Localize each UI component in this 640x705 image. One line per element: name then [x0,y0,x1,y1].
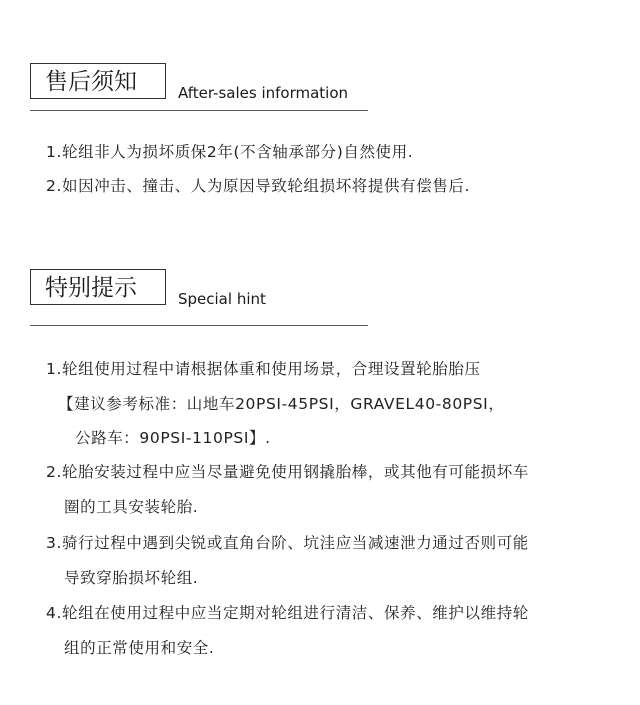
aftersales-divider [30,110,368,111]
hint-line-6: 3.骑行过程中遇到尖锐或直角台阶、坑洼应当减速泄力通过否则可能 [46,534,529,552]
hint-title-box [30,269,166,305]
aftersales-title-box [30,63,166,99]
aftersales-item-2: 2.如因冲击、撞击、人为原因导致轮组损坏将提供有偿售后. [46,177,471,195]
hint-line-5: 圈的工具安装轮胎. [64,498,199,516]
hint-line-8: 4.轮组在使用过程中应当定期对轮组进行清洁、保养、维护以维持轮 [46,604,529,622]
aftersales-subtitle: After-sales information [178,84,349,102]
aftersales-title: 售后须知 [45,69,137,95]
hint-subtitle: Special hint [178,290,266,308]
hint-divider [30,325,368,326]
hint-title: 特别提示 [45,275,137,301]
hint-line-9: 组的正常使用和安全. [64,639,215,657]
hint-line-1: 1.轮组使用过程中请根据体重和使用场景，合理设置轮胎胎压 [46,360,481,378]
hint-line-7: 导致穿胎损坏轮组. [64,569,199,587]
hint-line-4: 2.轮胎安装过程中应当尽量避免使用钢撬胎棒，或其他有可能损坏车 [46,463,529,481]
hint-line-3: 公路车：90PSI-110PSI】. [75,429,271,447]
aftersales-item-1: 1.轮组非人为损坏质保2年(不含轴承部分)自然使用. [46,143,414,161]
hint-line-2: 【建议参考标准：山地车20PSI-45PSI，GRAVEL40-80PSI， [58,395,505,413]
